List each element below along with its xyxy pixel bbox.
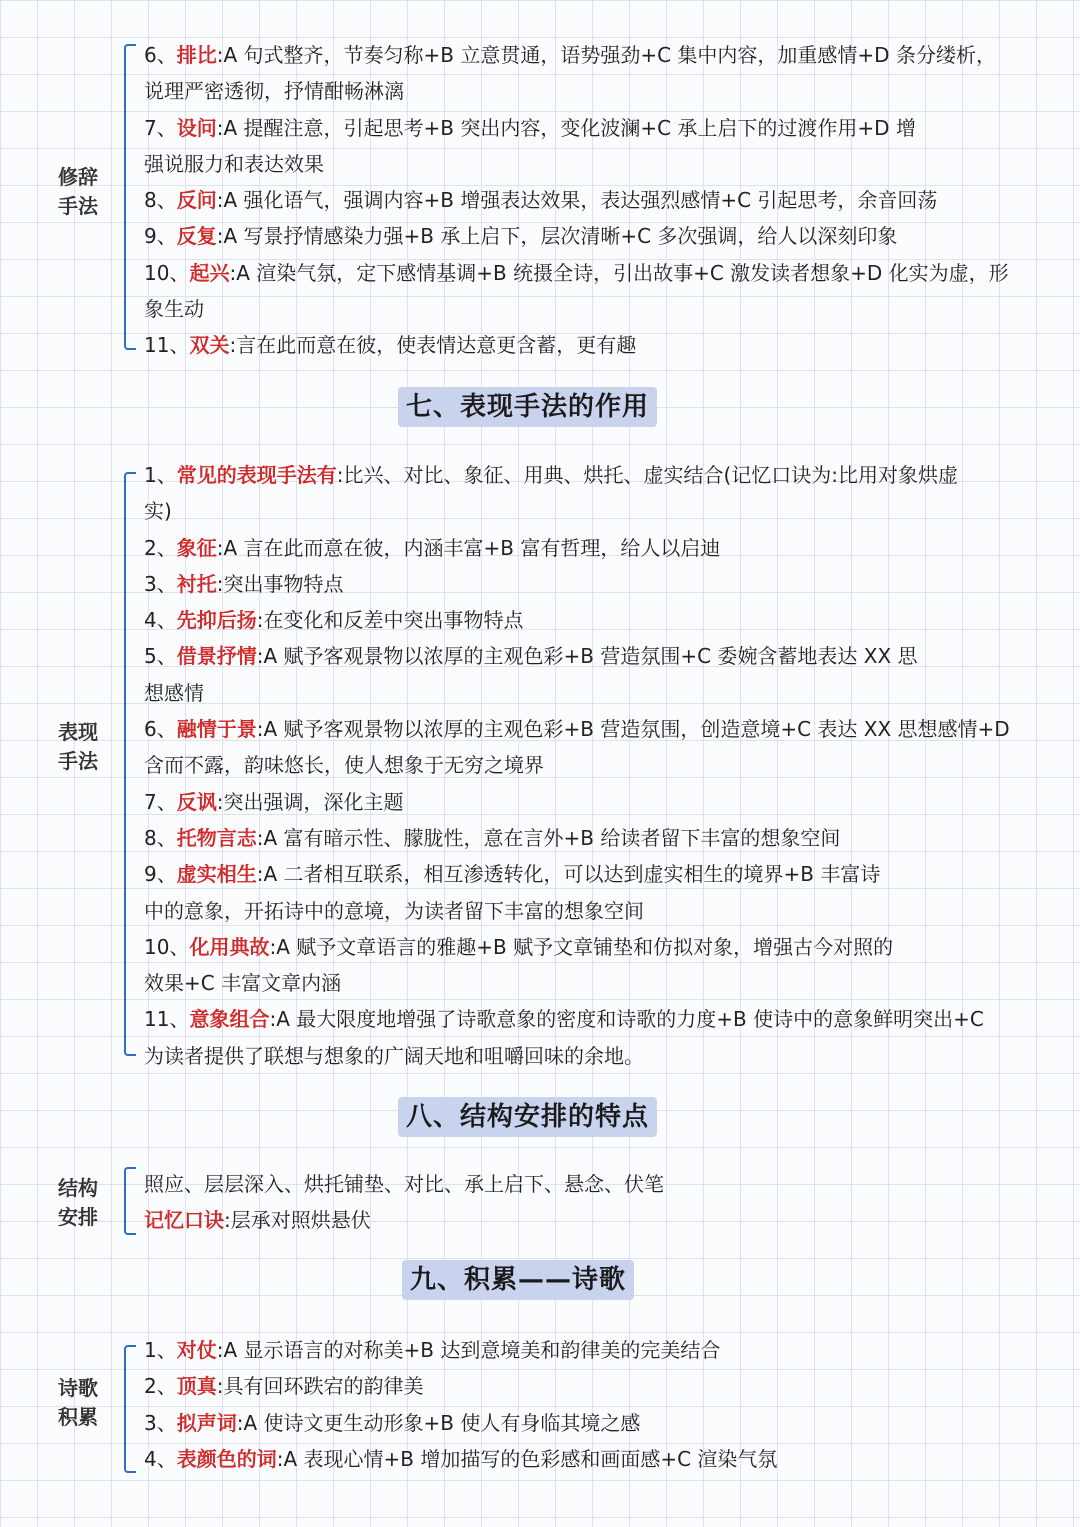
list-item — [144, 182, 1044, 218]
item-keyword: 虚实相生 — [176, 862, 257, 887]
item-text: :A 二者相互联系，相互渗透转化，可以达到虚实相生的境界+B 丰富诗 — [256, 862, 881, 887]
list-item — [144, 711, 1044, 747]
item-text: 强说服力和表达效果 — [144, 151, 324, 176]
side-label-line: 表现 — [58, 720, 98, 744]
item-text: 说理严密透彻，抒情酣畅淋漓 — [144, 79, 404, 104]
item-keyword: 化用典故 — [189, 934, 270, 959]
item-number: 2、 — [144, 1374, 177, 1399]
item-number: 1、 — [144, 1338, 177, 1362]
item-keyword: 常见的表现手法有 — [176, 463, 337, 487]
item-number: 8、 — [144, 825, 177, 850]
list-item — [144, 638, 1044, 674]
list-item — [144, 327, 1044, 363]
list-item — [144, 1441, 1044, 1477]
side-label-line: 诗歌 — [58, 1376, 98, 1400]
item-keyword: 衬托 — [176, 571, 217, 596]
list-item — [144, 602, 1044, 638]
list-item — [144, 1038, 1044, 1074]
item-number: 11、 — [144, 1007, 190, 1032]
item-text: 效果+C 丰富文章内涵 — [144, 971, 342, 996]
item-number: 9、 — [144, 862, 177, 887]
item-number: 7、 — [144, 115, 177, 140]
list-item — [144, 255, 1044, 291]
item-text: :A 提醒注意，引起思考+B 突出内容，变化波澜+C 承上启下的过渡作用+D 增 — [216, 115, 916, 140]
item-number: 4、 — [144, 608, 177, 633]
item-keyword: 象征 — [176, 535, 217, 560]
list-item — [144, 73, 1044, 109]
list-item — [144, 893, 1044, 929]
list-item — [144, 291, 1044, 327]
item-keyword: 借景抒情 — [176, 644, 257, 669]
item-keyword: 记忆口诀 — [144, 1208, 224, 1233]
section-8-list — [144, 1166, 1044, 1239]
item-keyword: 双关 — [189, 333, 230, 358]
list-item — [144, 530, 1044, 566]
side-label-line: 结构 — [58, 1176, 98, 1200]
list-item — [144, 110, 1044, 146]
item-number: 5、 — [144, 644, 177, 669]
item-number: 6、 — [144, 717, 177, 742]
list-item — [144, 146, 1044, 182]
item-number: 10、 — [144, 934, 190, 959]
item-text: :A 显示语言的对称美+B 达到意境美和韵律美的完美结合 — [216, 1338, 721, 1362]
list-item — [144, 856, 1044, 892]
item-keyword: 对仗 — [176, 1338, 217, 1362]
item-keyword: 拟声词 — [176, 1410, 237, 1435]
item-keyword: 反复 — [176, 224, 217, 249]
item-text: :A 表现心情+B 增加描写的色彩感和画面感+C 渲染气氛 — [276, 1446, 778, 1471]
item-text: 中的意象，开拓诗中的意境，为读者留下丰富的想象空间 — [144, 898, 644, 923]
item-keyword: 表颜色的词 — [176, 1446, 277, 1471]
section-7-list — [144, 457, 1044, 1074]
item-keyword: 托物言志 — [176, 825, 257, 850]
item-number: 1、 — [144, 463, 177, 487]
list-item — [144, 457, 1044, 493]
item-number: 3、 — [144, 1410, 177, 1435]
item-text: :A 赋予客观景物以浓厚的主观色彩+B 营造氛围，创造意境+C 表达 XX 思想感情+D — [256, 717, 1010, 742]
list-item — [144, 1332, 1044, 1368]
side-label-line: 修辞 — [58, 165, 98, 189]
item-text: 想感情 — [144, 680, 204, 705]
item-keyword: 反问 — [176, 188, 217, 213]
list-item — [144, 1368, 1044, 1404]
item-text: :A 赋予文章语言的雅趣+B 赋予文章铺垫和仿拟对象，增强古今对照的 — [269, 934, 894, 959]
item-text: 含而不露，韵味悠长，使人想象于无穷之境界 — [144, 753, 544, 778]
item-number: 10、 — [144, 260, 190, 285]
bracket — [124, 44, 136, 350]
item-number: 6、 — [144, 43, 177, 67]
item-text: :A 渲染气氛，定下感情基调+B 统摄全诗，引出故事+C 激发读者想象+D 化实为虚，形 — [229, 260, 1009, 285]
item-text: :A 富有暗示性、朦胧性，意在言外+B 给读者留下丰富的想象空间 — [256, 825, 841, 850]
section-8-header: 八、结构安排的特点 — [398, 1097, 657, 1137]
item-keyword: 意象组合 — [189, 1007, 270, 1032]
item-keyword: 设问 — [176, 115, 217, 140]
list-item — [144, 820, 1044, 856]
list-item — [144, 784, 1044, 820]
section-8-side-label — [58, 1174, 104, 1232]
rhetoric-list — [144, 37, 1044, 364]
list-item — [144, 1166, 1044, 1202]
section-7-side-label — [58, 718, 104, 776]
item-text: :A 言在此而意在彼，内涵丰富+B 富有哲理，给人以启迪 — [216, 535, 721, 560]
item-number: 9、 — [144, 224, 177, 249]
section-7-header: 七、表现手法的作用 — [398, 387, 657, 427]
section-9-header: 九、积累——诗歌 — [402, 1260, 634, 1300]
item-text: :A 写景抒情感染力强+B 承上启下，层次清晰+C 多次强调，给人以深刻印象 — [216, 224, 898, 249]
item-text: :突出事物特点 — [216, 571, 344, 596]
list-item — [144, 747, 1044, 783]
bracket — [124, 1345, 136, 1473]
item-text: :在变化和反差中突出事物特点 — [256, 608, 524, 633]
bracket — [124, 1167, 136, 1235]
item-text: :具有回环跌宕的韵律美 — [216, 1374, 424, 1399]
item-text: 实) — [144, 499, 172, 524]
item-text: 照应、层层深入、烘托铺垫、对比、承上启下、悬念、伏笔 — [144, 1172, 664, 1196]
list-item — [144, 1405, 1044, 1441]
section-9-side-label — [58, 1374, 104, 1432]
item-text: :A 句式整齐，节奏匀称+B 立意贯通，语势强劲+C 集中内容，加重感情+D 条分缕析， — [216, 43, 996, 67]
section-9-list — [144, 1332, 1044, 1477]
side-label-line: 积累 — [58, 1405, 98, 1429]
item-keyword: 融情于景 — [176, 717, 257, 742]
item-text: :A 最大限度地增强了诗歌意象的密度和诗歌的力度+B 使诗中的意象鲜明突出+C — [269, 1007, 984, 1032]
item-text: :层承对照烘悬伏 — [224, 1208, 371, 1233]
item-text: :A 强化语气，强调内容+B 增强表达效果，表达强烈感情+C 引起思考，余音回荡 — [216, 188, 938, 213]
item-text: :A 使诗文更生动形象+B 使人有身临其境之感 — [236, 1410, 641, 1435]
side-label-line: 手法 — [58, 194, 98, 218]
item-number: 8、 — [144, 188, 177, 213]
item-text: 象生动 — [144, 297, 204, 322]
item-number: 7、 — [144, 789, 177, 814]
list-item — [144, 1202, 1044, 1238]
item-number: 2、 — [144, 535, 177, 560]
item-text: 为读者提供了联想与想象的广阔天地和咀嚼回味的余地。 — [144, 1043, 644, 1068]
item-keyword: 反讽 — [176, 789, 217, 814]
list-item — [144, 675, 1044, 711]
list-item — [144, 37, 1044, 73]
list-item — [144, 929, 1044, 965]
item-keyword: 起兴 — [189, 260, 230, 285]
item-number: 4、 — [144, 1446, 177, 1471]
side-label-line: 安排 — [58, 1205, 98, 1229]
list-item — [144, 493, 1044, 529]
item-text: :A 赋予客观景物以浓厚的主观色彩+B 营造氛围+C 委婉含蓄地表达 XX 思 — [256, 644, 918, 669]
item-text: :言在此而意在彼，使表情达意更含蓄，更有趣 — [229, 333, 637, 358]
item-text: :突出强调，深化主题 — [216, 789, 404, 814]
item-keyword: 顶真 — [176, 1374, 217, 1399]
side-label-line: 手法 — [58, 749, 98, 773]
list-item — [144, 566, 1044, 602]
list-item — [144, 965, 1044, 1001]
rhetoric-side-label — [58, 163, 104, 221]
item-number: 11、 — [144, 333, 190, 358]
bracket — [124, 472, 136, 1056]
item-number: 3、 — [144, 571, 177, 596]
list-item — [144, 218, 1044, 254]
list-item — [144, 1001, 1044, 1037]
item-keyword: 排比 — [176, 43, 217, 67]
item-keyword: 先抑后扬 — [176, 608, 257, 633]
item-text: :比兴、对比、象征、用典、烘托、虚实结合(记忆口诀为:比用对象烘虚 — [336, 463, 959, 487]
